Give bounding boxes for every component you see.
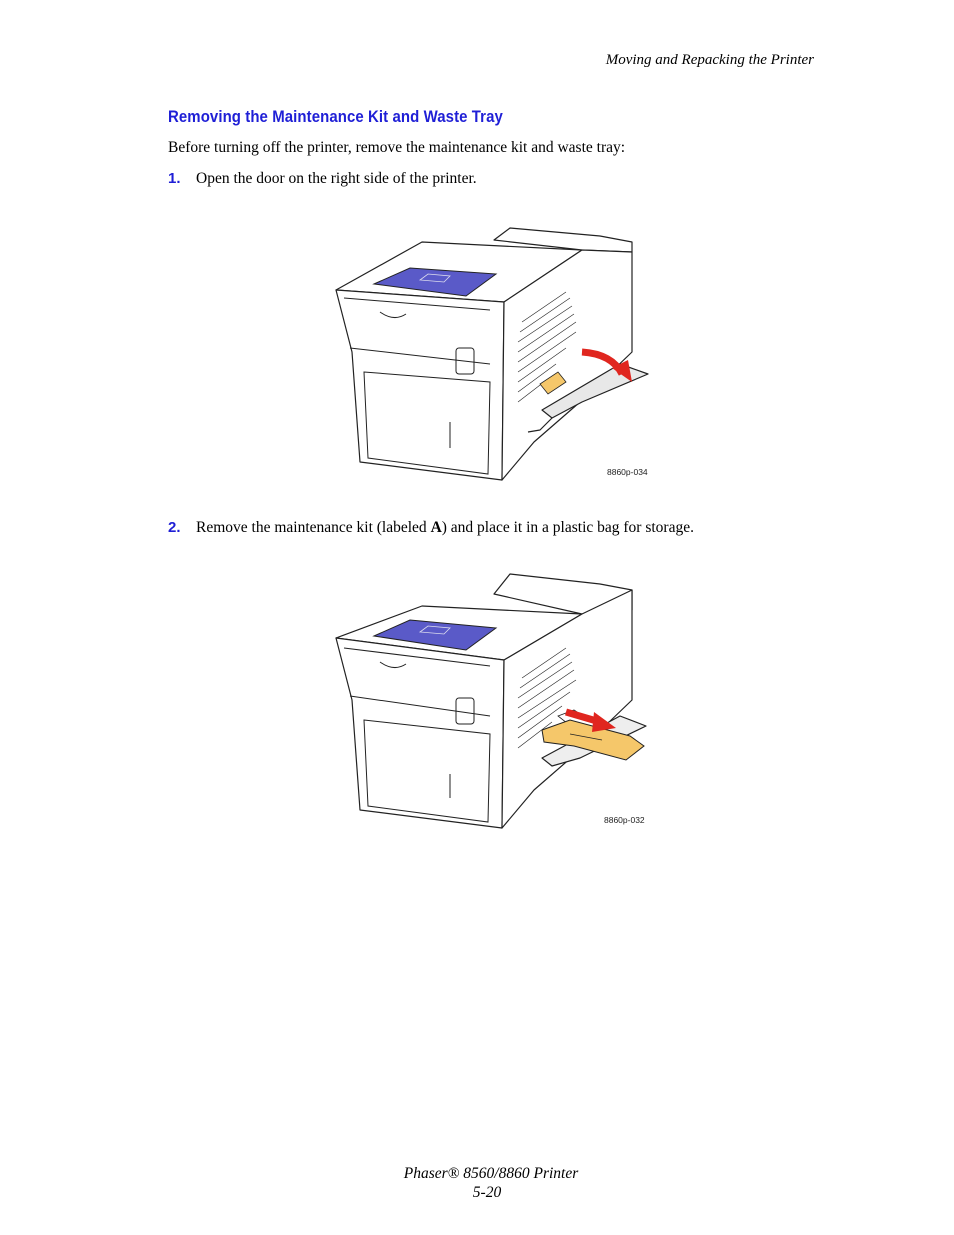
section-heading: Removing the Maintenance Kit and Waste Tray — [168, 107, 503, 126]
label-callout: A — [430, 519, 442, 536]
step-number: 2. — [168, 519, 181, 536]
step-text-cont: ) and place it in a plastic bag for storage. — [441, 519, 694, 536]
step-number: 1. — [168, 170, 181, 187]
figure-remove-kit — [330, 570, 655, 832]
step-text: Remove the maintenance kit (labeled — [196, 519, 431, 536]
running-header: Moving and Repacking the Printer — [605, 52, 814, 68]
step-1 — [168, 170, 477, 188]
intro-paragraph: Before turning off the printer, remove the maintenance kit and waste tray: — [168, 139, 626, 156]
footer-product: Phaser® 8560/8860 Printer — [403, 1165, 579, 1182]
figure-open-door — [330, 222, 655, 484]
figure-label: 8860p-034 — [607, 467, 648, 477]
page-number: 5-20 — [472, 1184, 502, 1201]
step-text: Open the door on the right side of the printer. — [196, 170, 477, 187]
page-footer — [0, 1164, 954, 1202]
printer-front — [336, 290, 504, 480]
figure-label: 8860p-032 — [604, 815, 645, 825]
step-2 — [168, 519, 694, 537]
